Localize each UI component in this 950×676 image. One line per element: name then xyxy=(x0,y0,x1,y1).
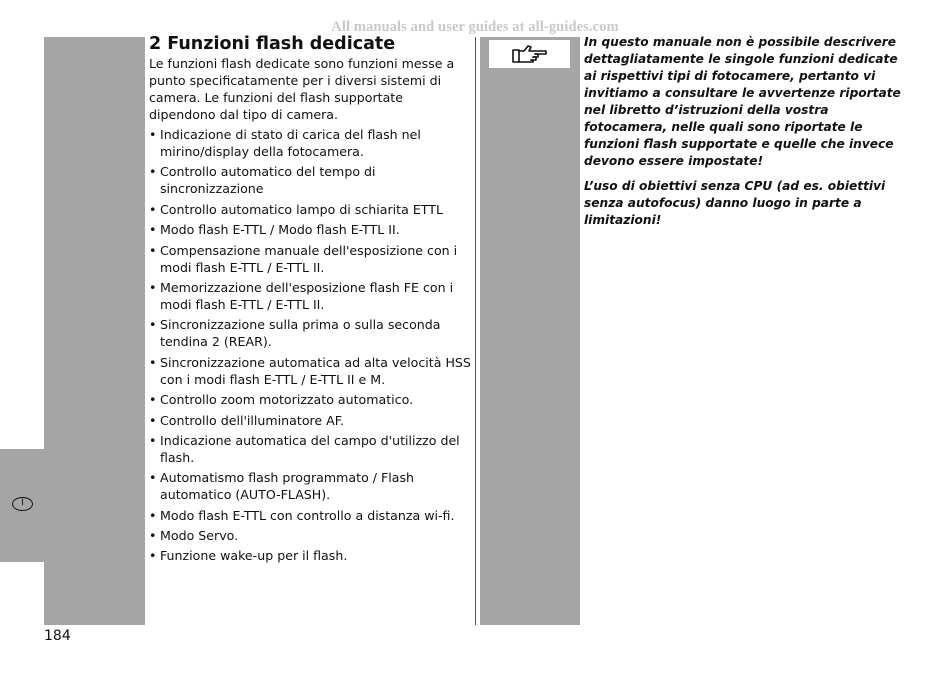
list-item: • Funzione wake-up per il flash. xyxy=(149,547,471,564)
right-margin-band xyxy=(480,37,580,625)
note-block xyxy=(584,34,914,237)
list-item: • Controllo dell'illuminatore AF. xyxy=(149,412,471,429)
list-item: • Sincronizzazione automatica ad alta velocità HSS con i modi flash E-TTL / E-TTL II e M. xyxy=(149,354,471,388)
list-item: • Modo flash E-TTL con controllo a distanza wi-fi. xyxy=(149,507,471,524)
list-item: • Modo flash E-TTL / Modo flash E-TTL II. xyxy=(149,221,471,238)
left-margin-band xyxy=(44,37,145,625)
pointing-hand-icon xyxy=(511,43,549,65)
list-item: • Indicazione di stato di carica del flash nel mirino/display della fotocamera. xyxy=(149,126,471,160)
list-item: • Controllo automatico lampo di schiarita ETTL xyxy=(149,201,471,218)
list-item: • Compensazione manuale dell'esposizione con i modi flash E-TTL / E-TTL II. xyxy=(149,242,471,276)
main-column xyxy=(149,33,471,568)
column-divider xyxy=(475,37,476,625)
page-number: 184 xyxy=(44,628,71,644)
feature-list xyxy=(149,126,471,564)
watermark: All manuals and user guides at all-guides.com xyxy=(331,19,619,35)
note-icon-box xyxy=(489,40,570,68)
intro-paragraph: Le funzioni flash dedicate sono funzioni messe a punto specificatamente per i diversi sistemi di camera. Le funzioni del flash supportate dipendono dal tipo di camera. xyxy=(149,56,455,122)
list-item: • Controllo zoom motorizzato automatico. xyxy=(149,391,471,408)
list-item: • Memorizzazione dell'esposizione flash FE con i modi flash E-TTL / E-TTL II. xyxy=(149,279,471,313)
list-item: • Indicazione automatica del campo d'utilizzo del flash. xyxy=(149,432,471,466)
note-paragraph: In questo manuale non è possibile descrivere dettagliatamente le singole funzioni dedicate ai rispettivi tipi di fotocamere, pertanto vi invitiamo a consultare le avvertenze riportate nel libretto d’istruzioni della vostra fotocamera, nelle quali sono riportate le funzioni flash supportate e quelle che invece devono essere impostate! xyxy=(584,35,901,168)
list-item: • Sincronizzazione sulla prima o sulla seconda tendina 2 (REAR). xyxy=(149,316,471,350)
list-item: • Controllo automatico del tempo di sincronizzazione xyxy=(149,163,471,197)
note-paragraph: L’uso di obiettivi senza CPU (ad es. obiettivi senza autofocus) danno luogo in parte a limitazioni! xyxy=(584,179,886,227)
list-item: • Modo Servo. xyxy=(149,527,471,544)
section-title: 2 Funzioni flash dedicate xyxy=(149,34,396,54)
language-badge: I xyxy=(12,497,33,511)
list-item: • Automatismo flash programmato / Flash automatico (AUTO-FLASH). xyxy=(149,469,471,503)
